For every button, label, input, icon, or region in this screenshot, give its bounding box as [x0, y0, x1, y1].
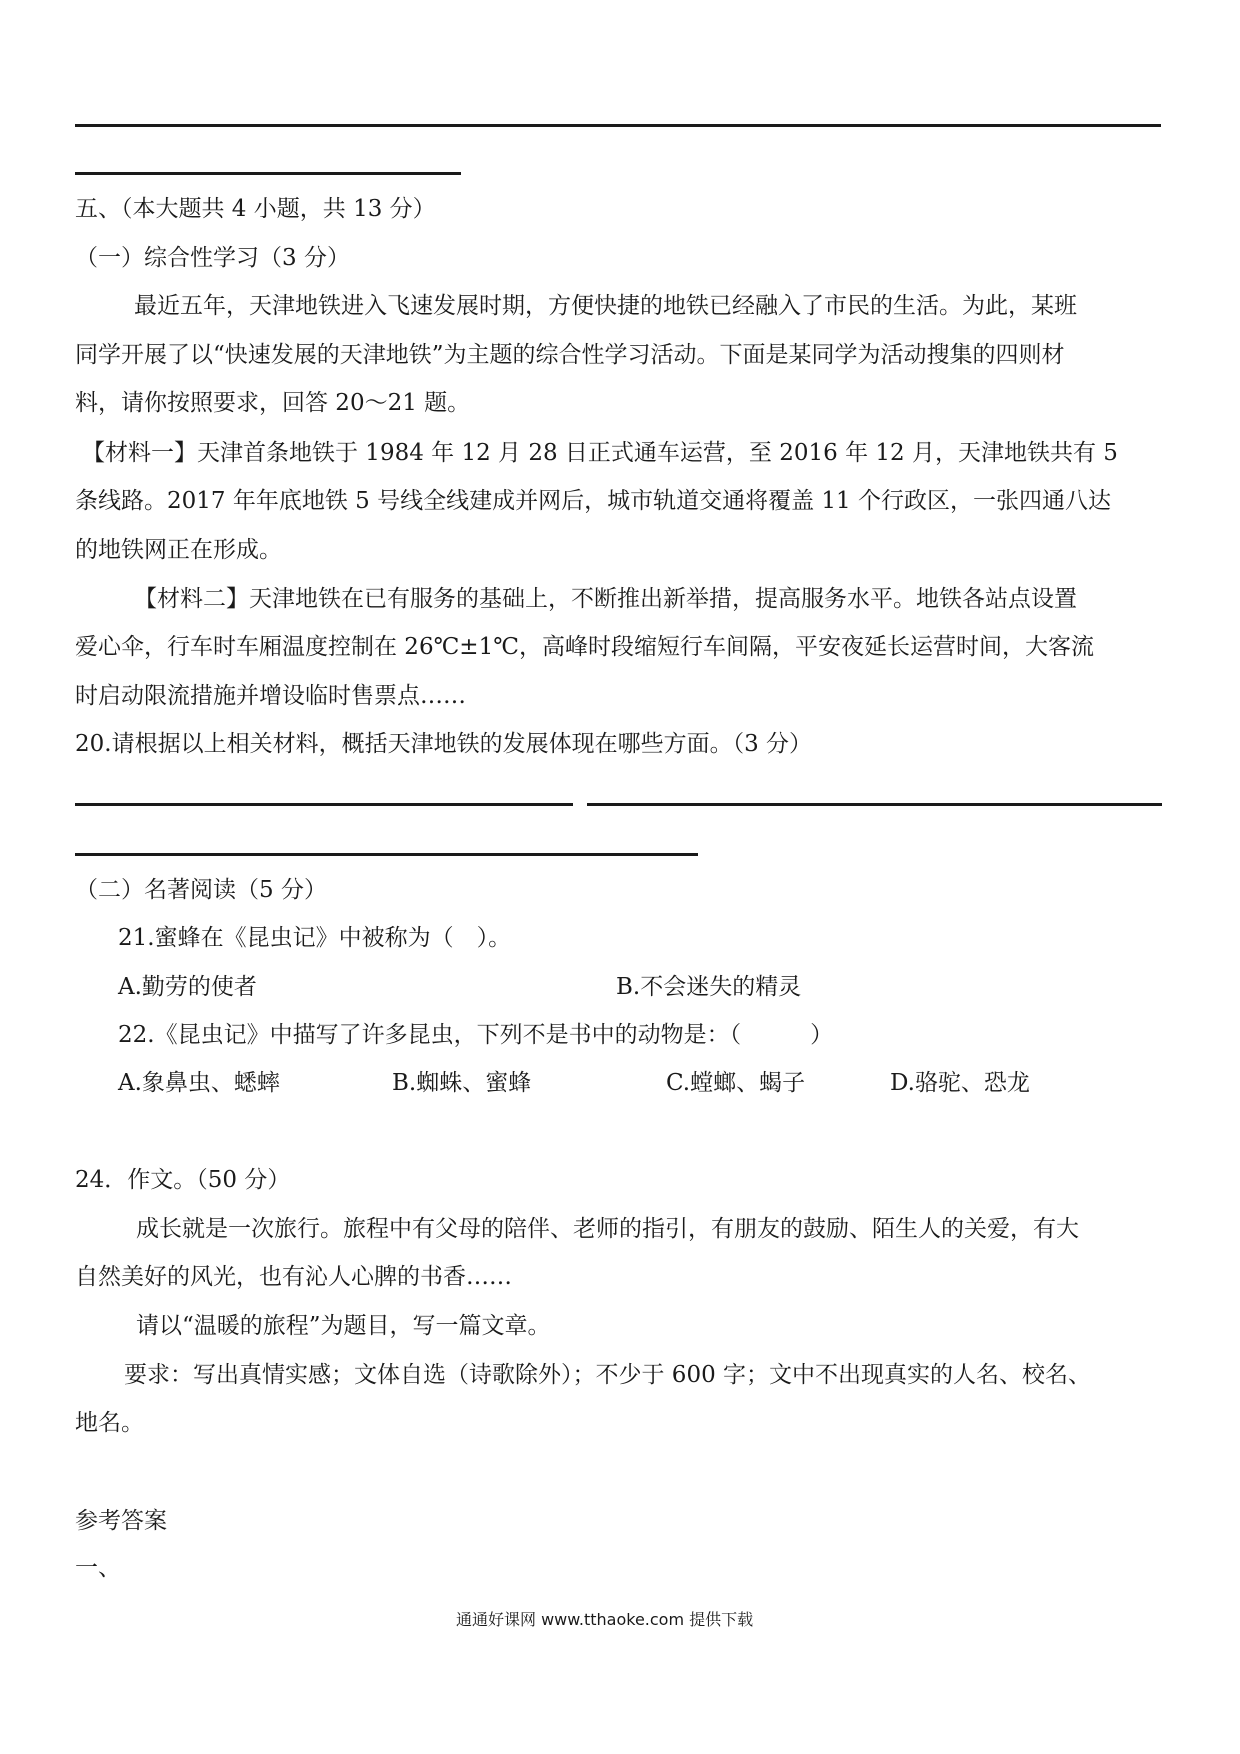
- q21-option-b: B.不会迷失的精灵: [616, 974, 802, 1000]
- answer-line: [75, 172, 461, 175]
- material2-line: 【材料二】天津地铁在已有服务的基础上，不断推出新举措，提高服务水平。地铁各站点设置: [134, 586, 1077, 612]
- answer-line: [75, 853, 698, 856]
- q22-option-b: B.蜘蛛、蜜蜂: [392, 1070, 532, 1096]
- essay-requirements-line: 要求：写出真情实感；文体自选（诗歌除外）；不少于 600 字；文中不出现真实的人名、校名、: [124, 1362, 1092, 1388]
- question-22: 22.《昆虫记》中描写了许多昆虫，下列不是书中的动物是：（ ）: [118, 1022, 834, 1048]
- q21-option-a: A.勤劳的使者: [118, 974, 257, 1000]
- q22-option-a: A.象鼻虫、蟋蟀: [118, 1070, 280, 1096]
- material2-line: 时启动限流措施并增设临时售票点……: [75, 683, 466, 709]
- part1-title: （一）综合性学习（3 分）: [75, 245, 350, 271]
- essay-instruction: 请以“温暖的旅程”为题目，写一篇文章。: [136, 1313, 551, 1339]
- question-21: 21.蜜蜂在《昆虫记》中被称为（ ）。: [118, 925, 512, 951]
- answers-first: 一、: [75, 1555, 121, 1581]
- essay-prompt-line: 自然美好的风光，也有沁人心脾的书香……: [75, 1264, 512, 1290]
- page-footer: 通通好课网 www.tthaoke.com 提供下载: [456, 1610, 754, 1629]
- q22-option-d: D.骆驼、恐龙: [890, 1070, 1030, 1096]
- essay-prompt-line: 成长就是一次旅行。旅程中有父母的陪伴、老师的指引，有朋友的鼓励、陌生人的关爱，有大: [136, 1216, 1079, 1242]
- material2-line: 爱心伞，行车时车厢温度控制在 26℃±1℃，高峰时段缩短行车间隔，平安夜延长运营时间，大客流: [75, 634, 1094, 660]
- answers-title: 参考答案: [75, 1508, 167, 1534]
- question-20: 20.请根据以上相关材料，概括天津地铁的发展体现在哪些方面。（3 分）: [75, 731, 813, 757]
- intro-line: 料，请你按照要求，回答 20～21 题。: [75, 390, 471, 416]
- intro-line: 最近五年，天津地铁进入飞速发展时期，方便快捷的地铁已经融入了市民的生活。为此，某班: [134, 293, 1077, 319]
- question-24: 24．作文。（50 分）: [75, 1167, 291, 1193]
- answer-line: [75, 803, 573, 806]
- intro-line: 同学开展了以“快速发展的天津地铁”为主题的综合性学习活动。下面是某同学为活动搜集的四则材: [75, 342, 1065, 368]
- material1-line: 的地铁网正在形成。: [75, 537, 282, 563]
- q22-option-c: C.螳螂、蝎子: [666, 1070, 806, 1096]
- essay-requirements-line: 地名。: [75, 1410, 144, 1436]
- material1-line: 条线路。2017 年年底地铁 5 号线全线建成并网后，城市轨道交通将覆盖 11 个行政区，一张四通八达: [75, 488, 1111, 514]
- material1-line: 【材料一】天津首条地铁于 1984 年 12 月 28 日正式通车运营，至 2016 年 12 月，天津地铁共有 5: [82, 440, 1118, 466]
- answer-line: [75, 124, 1161, 127]
- answer-line: [587, 803, 1162, 806]
- section-heading: 五、（本大题共 4 小题，共 13 分）: [75, 196, 436, 222]
- part2-title: （二）名著阅读（5 分）: [75, 877, 327, 903]
